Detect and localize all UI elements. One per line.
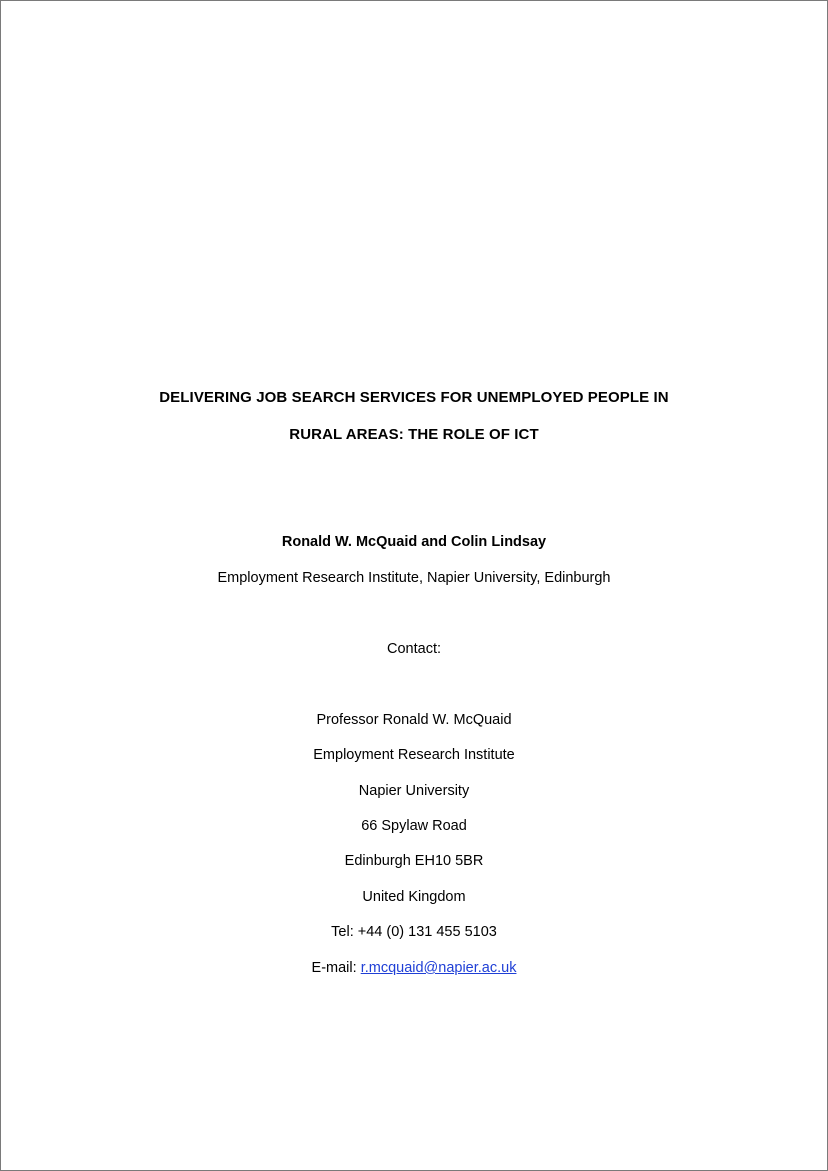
title-line-2: RURAL AREAS: THE ROLE OF ICT <box>289 426 539 443</box>
contact-street: 66 Spylaw Road <box>361 818 467 834</box>
contact-city: Edinburgh EH10 5BR <box>344 853 484 869</box>
title-line-1: DELIVERING JOB SEARCH SERVICES FOR UNEMPLOYED PEOPLE IN <box>159 389 669 406</box>
affiliation: Employment Research Institute, Napier University, Edinburgh <box>217 570 611 586</box>
authors: Ronald W. McQuaid and Colin Lindsay <box>281 534 547 550</box>
contact-heading: Contact: <box>387 641 441 657</box>
contact-name: Professor Ronald W. McQuaid <box>316 712 512 728</box>
contact-university: Napier University <box>358 783 470 799</box>
email-label: E-mail: <box>311 960 361 976</box>
contact-institute: Employment Research Institute <box>313 747 515 763</box>
contact-email-line <box>1 960 827 976</box>
email-link[interactable]: r.mcquaid@napier.ac.uk <box>360 960 517 976</box>
contact-country: United Kingdom <box>362 889 466 905</box>
contact-telephone: Tel: +44 (0) 131 455 5103 <box>331 924 497 940</box>
